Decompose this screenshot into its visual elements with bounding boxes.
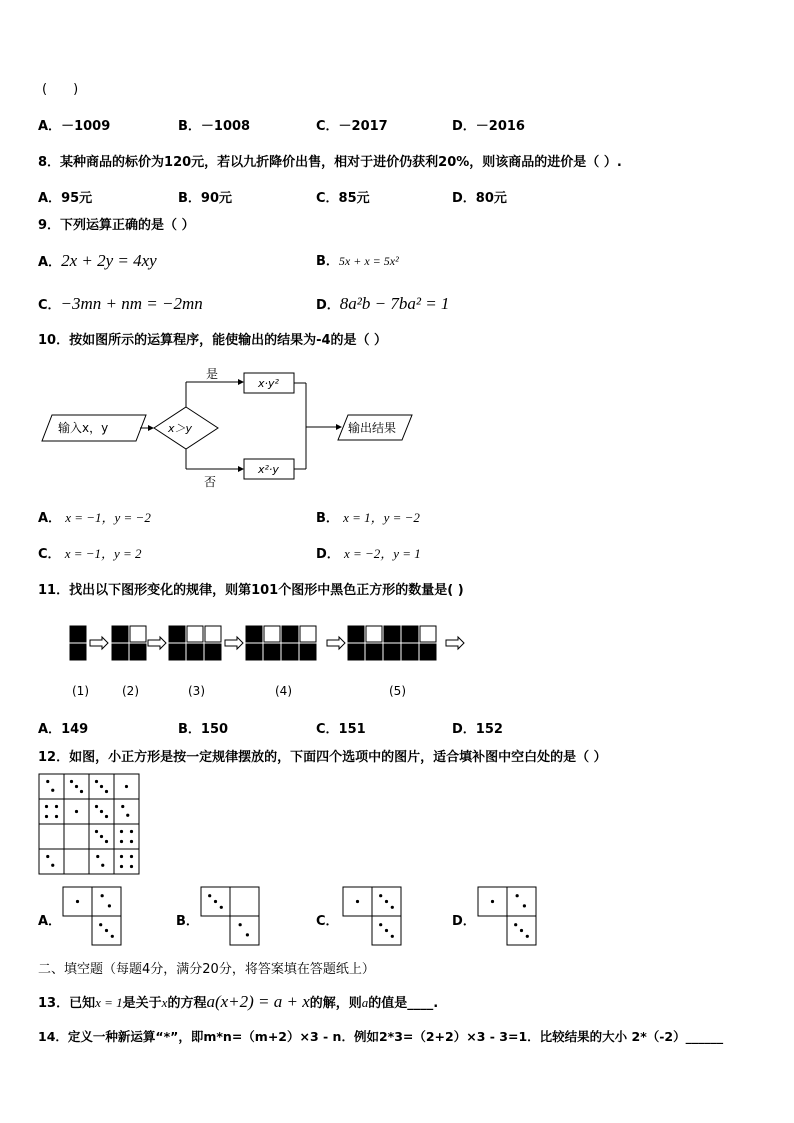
q12-stem: 12．如图，小正方形是按一定规律摆放的，下面四个选项中的图片，适合填补图中空白处的是（ ） [38, 750, 607, 765]
q11-square [366, 626, 382, 642]
q11-option-d: D．152 [452, 722, 503, 737]
flow-yes-label: 是 [206, 367, 219, 381]
q11-square [205, 644, 221, 660]
q12-dot [121, 805, 124, 808]
q7-option-d: D．－2016 [452, 119, 525, 134]
q11-arrow [327, 637, 345, 649]
q11-label-3: (3) [188, 684, 205, 698]
q11-square [205, 626, 221, 642]
q9-option-a: A．2x + 2y = 4xy [38, 251, 157, 270]
q12-option-dot [516, 894, 519, 897]
q12-option-d-figure [477, 886, 539, 946]
q12-option-dot [239, 923, 242, 926]
q12-dot [80, 790, 83, 793]
q12-dot [105, 815, 108, 818]
q11-square [384, 644, 400, 660]
q11-label-2: (2) [122, 684, 139, 698]
q11-square [402, 626, 418, 642]
q11-square [246, 626, 262, 642]
flow-output-label: 输出结果 [348, 421, 397, 435]
q8-option-d: D．80元 [452, 191, 507, 206]
q12-dot [75, 785, 78, 788]
q12-option-b-letter: B． [176, 914, 199, 929]
q12-grid-cell [89, 849, 114, 874]
q10-stem: 10．按如图所示的运算程序，能使输出的结果为-4的是（ ） [38, 333, 388, 348]
q8-option-a: A．95元 [38, 191, 93, 206]
q12-option-b-figure [200, 886, 262, 946]
q12-dot [55, 815, 58, 818]
q8-stem: 8．某种商品的标价为120元，若以九折降价出售，相对于进价仍获利20%，则该商品的进价是（ ）. [38, 155, 622, 170]
q8-option-b: B．90元 [178, 191, 233, 206]
q11-square [300, 626, 316, 642]
q11-stem: 11．找出以下图形变化的规律，则第101个图形中黑色正方形的数量是( ) [38, 583, 464, 598]
q12-dot [120, 840, 123, 843]
q12-dot [51, 864, 54, 867]
q12-dot [96, 855, 99, 858]
q12-dot [100, 835, 103, 838]
q11-arrow [446, 637, 464, 649]
q13-text: 13．已知x = 1是关于x的方程a(x+2) = a + x的解，则a的值是____. [38, 992, 439, 1011]
q11-square [187, 626, 203, 642]
q11-arrow [148, 637, 166, 649]
q12-option-dot [491, 900, 494, 903]
flow-input-label: 输入x，y [58, 421, 109, 435]
q11-label-1: (1) [72, 684, 89, 698]
q11-square [70, 626, 86, 642]
q12-option-dot [220, 906, 223, 909]
q12-dot [120, 830, 123, 833]
q11-square [282, 626, 298, 642]
flow-yes-box-label: x·y² [258, 377, 279, 390]
q12-dot [45, 805, 48, 808]
q7-option-c: C．－2017 [316, 119, 388, 134]
q12-grid-cell [39, 799, 64, 824]
q12-option-a-figure [62, 886, 124, 946]
q12-dot [130, 840, 133, 843]
q12-option-cell [230, 887, 259, 916]
q12-grid-cell [114, 799, 139, 824]
q12-option-dot [523, 904, 526, 907]
q14-text: 14．定义一种新运算“*”，即m*n=（m+2）×3 - n．例如2*3=（2+2）×3 - 3=1．比较结果的大小 2*（-2）______ [38, 1029, 724, 1044]
q11-option-b: B．150 [178, 722, 229, 737]
q12-option-dot [76, 900, 79, 903]
q12-dot-grid [38, 773, 140, 875]
q12-dot [130, 830, 133, 833]
q12-option-dot [379, 923, 382, 926]
q12-option-dot [391, 935, 394, 938]
q12-dot [101, 864, 104, 867]
q10-option-a: A． x = −1，y = −2 [38, 510, 151, 526]
q12-option-dot [108, 904, 111, 907]
q12-dot [45, 815, 48, 818]
q11-square [130, 644, 146, 660]
q7-option-b: B．－1008 [178, 119, 251, 134]
q11-square [300, 644, 316, 660]
q11-square [402, 644, 418, 660]
q12-dot [105, 840, 108, 843]
q12-option-dot [520, 929, 523, 932]
q12-grid-cell [64, 824, 89, 849]
q12-dot [95, 805, 98, 808]
q7-option-a: A．－1009 [38, 119, 111, 134]
q12-option-dot [111, 935, 114, 938]
q12-grid-cell [39, 849, 64, 874]
q12-option-dot [526, 935, 529, 938]
q12-option-c-letter: C． [316, 914, 339, 929]
q11-square [70, 644, 86, 660]
q12-dot [46, 780, 49, 783]
q11-label-5: (5) [389, 684, 406, 698]
q10-flowchart [40, 365, 420, 490]
q12-grid-cell [114, 824, 139, 849]
q12-dot [105, 790, 108, 793]
q12-dot [95, 780, 98, 783]
q8-option-c: C．85元 [316, 191, 370, 206]
q12-option-dot [379, 894, 382, 897]
q12-option-dot [356, 900, 359, 903]
q11-arrow [90, 637, 108, 649]
q11-square [130, 626, 146, 642]
q11-square [348, 644, 364, 660]
q7-paren: ( ) [42, 82, 79, 97]
q11-square [420, 644, 436, 660]
q12-option-dot [214, 900, 217, 903]
q11-square [169, 626, 185, 642]
q9-option-b: B．5x + x = 5x² [316, 254, 399, 269]
q12-option-dot [101, 894, 104, 897]
q11-square [348, 626, 364, 642]
q11-square [264, 644, 280, 660]
q12-grid-cell [114, 849, 139, 874]
q12-option-dot [391, 906, 394, 909]
q12-dot [55, 805, 58, 808]
q11-option-a: A．149 [38, 722, 89, 737]
flow-no-box-label: x²·y [258, 463, 279, 476]
q12-option-dot [385, 900, 388, 903]
q11-arrow [225, 637, 243, 649]
q12-option-dot [99, 923, 102, 926]
q12-option-dot [385, 929, 388, 932]
q11-square [169, 644, 185, 660]
q11-pattern-figure [68, 624, 468, 666]
q12-option-cell [507, 887, 536, 916]
q11-square [112, 644, 128, 660]
flow-no-label: 否 [204, 475, 217, 489]
q11-square [282, 644, 298, 660]
q12-option-a-letter: A． [38, 914, 62, 929]
q12-dot [95, 830, 98, 833]
q12-option-cell [92, 887, 121, 916]
q12-dot [126, 814, 129, 817]
q11-option-c: C．151 [316, 722, 366, 737]
q11-square [112, 626, 128, 642]
q12-option-c-figure [342, 886, 404, 946]
q12-dot [51, 789, 54, 792]
q12-option-dot [105, 929, 108, 932]
q12-option-dot [246, 933, 249, 936]
q11-square [384, 626, 400, 642]
q12-dot [125, 785, 128, 788]
q11-square [187, 644, 203, 660]
q11-label-4: (4) [275, 684, 292, 698]
q11-square [246, 644, 262, 660]
q12-option-dot [208, 894, 211, 897]
q12-option-cell [230, 916, 259, 945]
q12-dot [130, 855, 133, 858]
q9-option-d: D．8a²b − 7ba² = 1 [316, 294, 450, 313]
q11-square [366, 644, 382, 660]
q10-option-c: C． x = −1，y = 2 [38, 546, 142, 562]
q12-grid-cell [39, 774, 64, 799]
q9-stem: 9．下列运算正确的是（ ） [38, 218, 195, 233]
q11-square [420, 626, 436, 642]
q12-option-dot [514, 923, 517, 926]
q12-dot [100, 810, 103, 813]
q12-dot [130, 865, 133, 868]
q12-option-d-letter: D． [452, 914, 476, 929]
flow-condition-label: x＞y [168, 422, 193, 435]
q12-dot [120, 855, 123, 858]
q12-dot [100, 785, 103, 788]
q10-option-b: B． x = 1，y = −2 [316, 510, 420, 526]
q12-grid-cell [39, 824, 64, 849]
q12-grid-cell [64, 849, 89, 874]
q12-dot [120, 865, 123, 868]
q12-dot [46, 855, 49, 858]
q12-dot [70, 780, 73, 783]
q9-option-c: C．−3mn + nm = −2mn [38, 294, 203, 313]
q12-dot [75, 810, 78, 813]
q11-square [264, 626, 280, 642]
section-2-heading: 二、填空题（每题4分，满分20分，将答案填在答题纸上） [38, 962, 375, 977]
q10-option-d: D． x = −2，y = 1 [316, 546, 421, 562]
